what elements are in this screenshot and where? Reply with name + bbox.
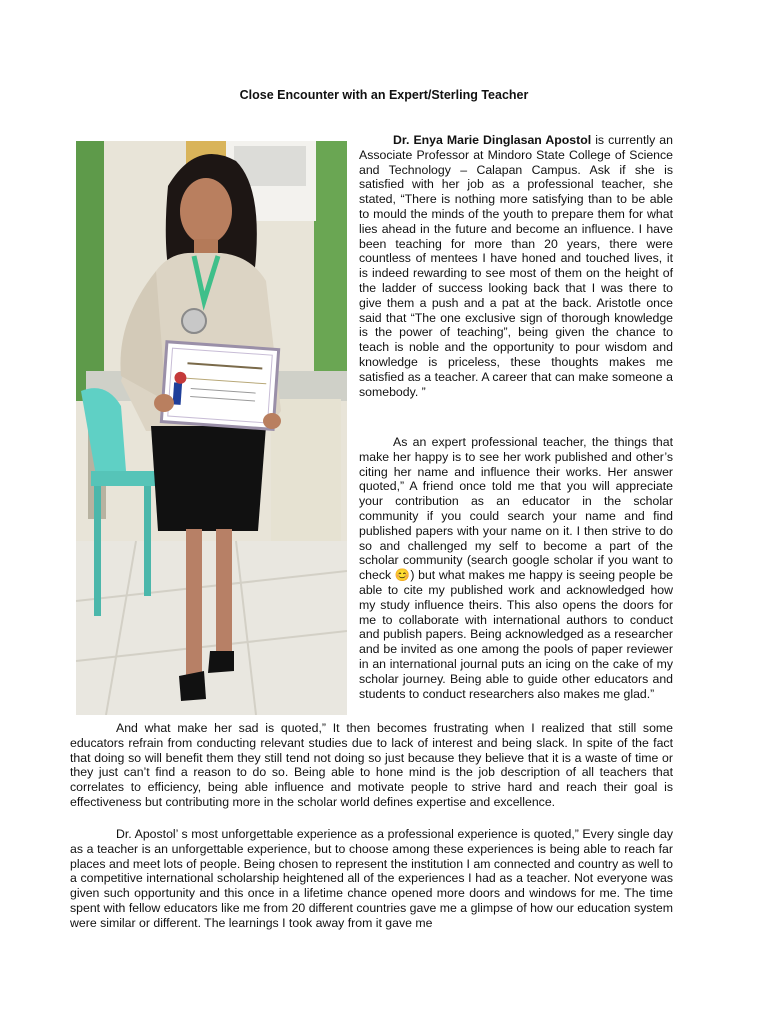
intro-paragraph [359,133,673,399]
sadness-paragraph-text: And what make her sad is quoted,” It then becomes frustrating when I realized that still some educators refrain from conducting relevant studies due to lack of interest and being slack. In spite of the fact that doing so will benefit them they still tend not doing so just because they believe that it is a waste of time or they just can’t find a reason to do so. Being able to hone mind is the job description of all teachers that correlates to efficiency, being able influence and motivate people to strive hard and reach their goal is effectiveness but contributing more in the scholar world defines expertise and excellence. [70,721,673,809]
intro-paragraph-text: is currently an Associate Professor at Mindoro State College of Science and Technology – Calapan Campus. Ask if she is satisfied with her job as a professional teacher, she stated, “There is nothing more satisfying than to be able to mould the minds of the youth to prepare them for what lies ahead in the future and become an influence. I have been teaching for more than 20 years, there were countless of mentees I have honed and touched lives, it is indeed rewarding to see most of them on the height of the ladder of success looking back that I was there to give them a push and a pat at the back. Aristotle once said that “The one exclusive sign of thorough knowledge is the power of teaching”, being given the chance to teach is noble and the opportunity to pour wisdom and knowledge is priceless, these thoughts makes me satisfied as a teacher. A career that can make someone a somebody. ” [359,133,673,399]
experience-paragraph-text: Dr. Apostol’ s most unforgettable experience as a professional experience is quoted,” Every single day as a teacher is an unforgettable experience, but to choose among these experiences is being able to reach far places and meet lots of people. Being chosen to represent the institution I am connected and country as well to a competitive international scholarship heightened all of the experiences I had as a teacher. Not everyone was given such opportunity and this once in a lifetime chance opened more doors and windows for me. The time spent with fellow educators like me from 20 different countries gave me a glimpse of how our education system were similar or different. The learnings I took away from it gave me [70,827,673,930]
experience-paragraph [70,827,673,931]
happiness-paragraph [359,435,673,701]
sadness-paragraph [70,721,673,810]
document-title: Close Encounter with an Expert/Sterling Teacher [239,88,529,102]
teacher-name: Dr. Enya Marie Dinglasan Apostol [393,133,592,147]
happiness-paragraph-text: As an expert professional teacher, the things that make her happy is to see her work published and other’s citing her name and influence their works. Her answer quoted,” A friend once told me that you will appreciate your contribution as an educator in the scholar community if you could search your name and find published papers with your name on it. I then strive to do so and challenged my self to become a part of the scholar community (search google scholar if you want to check 😊) but what makes me happy is seeing people be able to cite my published work and acknowledged how my study influence theirs. This also opens the doors for me to collaborate with international authors to conduct and publish papers. Being acknowledged as a researcher and be invited as one among the pools of paper reviewer in an international journal puts an icing on the cake of my scholar journey. Being able to guide other educators and students to conduct researchers also makes me glad.” [359,435,673,701]
teacher-photo [76,141,347,715]
